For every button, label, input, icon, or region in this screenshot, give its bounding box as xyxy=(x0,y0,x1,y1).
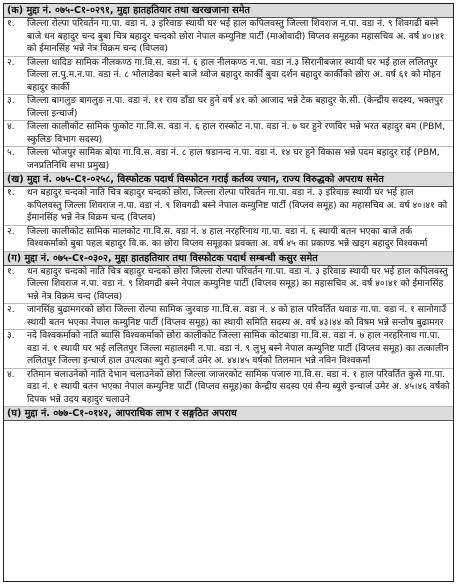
item-number: १. xyxy=(7,19,15,29)
list-item xyxy=(4,95,453,121)
section-heading-gha: (घ) मुद्दा नं. ०७७-C१-०१४२, आपराधिक लाभ र सङ्गठित अपराध xyxy=(4,407,453,421)
list-item xyxy=(4,330,453,369)
item-text: जानसिंह बुढामगरको छोरा जिल्ला रोल्पा सामिक जुरवाङ गा.वि.स. वडा नं. ४ को हाल परिवर्तित थवाङ गा.पा. वडा नं. १ सानोगाउँ स्थायी बतन भएका नेपाल कम्युनिष्ट पार्टी (विप्लव समूह) का स्थायी समिति सदस्य अ. वर्ष ४३।४४ को विषम भन्ने सन्तोष बुढामगर xyxy=(27,305,447,328)
item-text: नदे विश्वकर्माको नाति ब्यासि विश्वकर्माको छोरा कालीकोट जिल्ला सामिक कोटबाडा गा.वि.स. वडा नं. ७ हाल नरहरिनाथ गा.पा. वडा नं. १ स्थायी घर भई ललितपुर जिल्ला महालक्ष्मी न.पा. वडा नं. ९ लुभु बस्ने नेपाल कम्युनिष्ट पार्टी (विप्लव समूह) का तत्कालीन ललितपुर जिल्ला इन्चार्ज हाल उपत्यका ब्युरो इन्चार्ज उमेर अ. ४४।४५ वर्षको तिलमान भन्ने नविन विश्वकर्मा xyxy=(27,331,449,366)
item-number: १. xyxy=(7,266,15,277)
list-item xyxy=(4,369,453,408)
item-number: ३. xyxy=(7,96,15,106)
item-text: जिल्ला भोजपुर सामिक बोया गा.वि.स. वडा नं. ८ हाल षडानन्द न.पा. वडा नं. १४ घर हुने विकास भन्ने पदम बहादुर राई (PBM, जनप्रतिनिधि सभा प्रमुख) xyxy=(27,148,440,171)
item-number: २. xyxy=(7,305,15,315)
list-item xyxy=(4,18,453,57)
section-heading-ka: (क) मुद्दा नं. ०७५-C१-०२९१, मुद्दा हातहतियार तथा खरखजाना समेत xyxy=(4,4,453,18)
item-number: ४. xyxy=(7,122,15,132)
section-heading-ga: (ग) मुद्दा नं. ०७५-C१-०३०२, मुद्दा हातहतियार तथा विस्फोटक पदार्थ सम्बन्धी कसुर समेत xyxy=(4,252,453,266)
item-number: २. xyxy=(7,57,15,68)
item-text: जिल्ला धादिङ सामिक नीलकण्ठ गा.वि.स. वडा नं. ६ हाल नीलकण्ठ न.पा. वडा नं.३ सिरानीबजार स्थायी घर भई हाल ललितपुर जिल्ला ल.पु.म.न.पा. वडा नं. ८ भोलाडेका बस्ने बाजे ध्वोज बहादुर कार्की बुवा दर्शन बहादुर कार्कीको छोरा अ. वर्ष ६१ को मोहन बहादुर कार्की xyxy=(27,57,441,93)
document-page xyxy=(3,3,454,582)
list-item xyxy=(4,266,453,305)
item-text: जिल्ला रोल्पा परिवर्तन गा.पा. वडा नं. ३ इरिवाङ स्थायी घर भई हाल कपिलवस्तु जिल्ला शिवराज न.पा. वडा नं. ९ शिवगढी बस्ने बाजे धन बहादुर चन्द बुबा चित्र बहादुर चन्दको छोरा नेपाल कम्युनिष्ट पार्टी (माओवादी) विप्लव समूहका महासचिव अ. वर्ष ४०।४१ को ईमानसिंह भन्ने नेत्र विक्रम चन्द (विप्लव) xyxy=(27,19,445,54)
item-text: जिल्ला बागलुङ बागलुङ न.पा. वडा नं. ११ राय डाँडा घर हुने वर्ष ४१ को आजाद भन्ने टेक बहादुर के.सी. (केन्द्रीय सदस्य, भक्तपुर जिल्ला इन्चार्ज) xyxy=(27,96,443,119)
item-text: धन बहादुर चन्दको नाति चित्र बहादुर चन्दको छोरा जिल्ला रोल्पा परिवर्तन गा.पा. वडा नं. ३ इरिवाङ स्थायी घर भई हाल कपिलवस्तु जिल्ला शिवराज न.पा. वडा नं. ९ शिवगढी बस्ने नेपाल कम्युनिष्ट पार्टी (विप्लव समूह) का महासचिव अ. वर्ष ४०।४१ को ईमानसिंह भन्ने नेत्र विक्रम चन्द (विप्लव) xyxy=(27,266,448,302)
list-item xyxy=(4,187,453,226)
item-number: २. xyxy=(7,226,15,237)
item-number: ४. xyxy=(7,369,15,380)
list-item xyxy=(4,226,453,252)
item-text: जिल्ला कालीकोट सामिक फुकोट गा.वि.स. वडा नं. ६ हाल रास्कोट न.पा. वडा नं. ७ घर हुने रणविर भन्ने भरत बहादुर बम (PBM, स्कुलिङ विभाग सदस्य) xyxy=(27,122,446,145)
list-item xyxy=(4,147,453,173)
section-heading-kha: (ख) मुद्दा नं. ०७५-C१-०२५८, विस्फोटक पदार्थ विस्फोटन गराई कर्तव्य ज्यान, राज्य विरुद्धको अपराध समेत xyxy=(4,173,453,187)
item-number: ३. xyxy=(7,331,15,341)
item-number: ५. xyxy=(7,148,15,158)
list-item xyxy=(4,121,453,147)
item-text: रतिमान चलाउनेको नाति देभान चलाउनेको छोरा जिल्ला जाजरकोट सामिक पजारु गा.वि.स. वडा नं. १ हाल परिवर्तित कुसे गा.पा. वडा नं. १ स्थायी बतन भएका नेपाल कम्युनिष्ट पार्टी (विप्लव समूह)का केन्द्रीय सदस्य एवं सैन्य ब्युरो इन्चार्ज उमेर अ. ४५।४६ वर्षको दिपक भन्ने उदय बहादुर चलाउने xyxy=(27,369,450,405)
list-item xyxy=(4,304,453,330)
item-text: धन बहादुर चन्दको नाति चित्र बहादुर चन्दको छोरा, जिल्ला रोल्पा परिवर्तन गा.पा. वडा नं. ३ इरिवाङ स्थायी घर भई हाल कपिलवस्तु जिल्ला शिवराज न.पा. वडा नं. ९ शिवगढी बस्ने नेपाल कम्युनिष्ट पार्टी (विप्लव समूह) का महासचिव अ. वर्ष ४०।४१ को ईमानसिंह भन्ने नेत्र विक्रम चन्द (विप्लव) xyxy=(27,188,448,223)
item-text: जिल्ला कालीकोट सामिक मालकोट गा.वि.स. वडा नं. ४ हाल नरहरिनाथ गा.पा. वडा नं. ६ स्थायी बतन भएका बाजे तर्क विश्वकर्माको बुबा पहल बहादुर वि.क. का छोरा विप्लव समूहका प्रवक्ता अ. वर्ष ४५ का प्रकाण्ड भन्ने खड्ग बहादुर विश्वकर्मा xyxy=(27,226,428,249)
item-number: १. xyxy=(7,188,15,198)
list-item xyxy=(4,57,453,96)
